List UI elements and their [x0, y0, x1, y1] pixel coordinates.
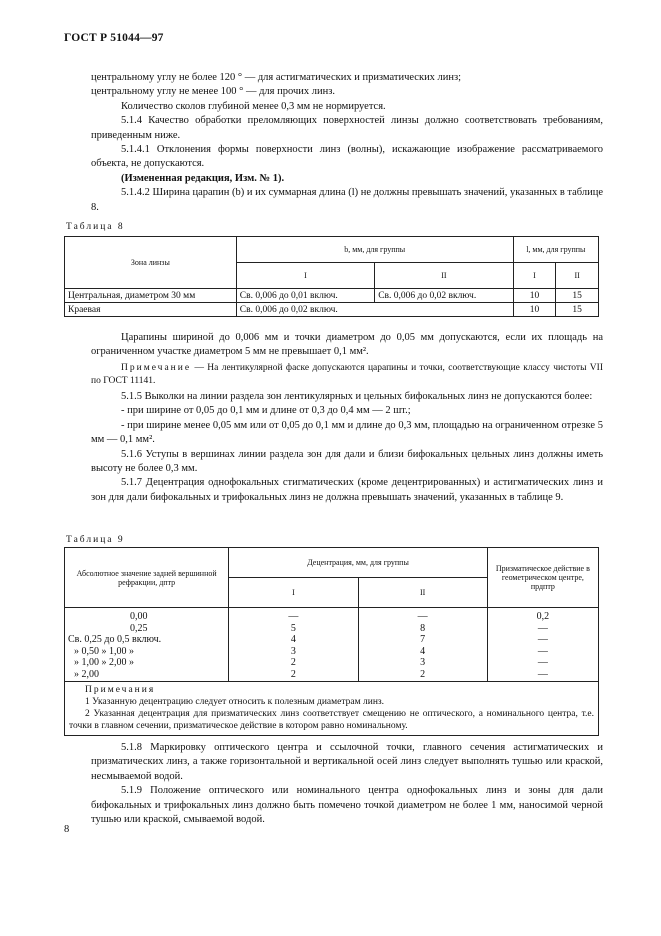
list-item: » 0,50 » 1,00 »: [74, 645, 134, 657]
dec-II-cell: [358, 608, 487, 682]
page-number: 8: [64, 824, 70, 835]
paragraph: 5.1.5 Выколки на линии раздела зон лентикулярных и цельных бифокальных линз не допускаются более:: [121, 391, 593, 402]
scratch-paragraph: [91, 331, 603, 360]
table9-notes: [65, 682, 599, 736]
list-item: » 1,00 » 2,00 »: [74, 657, 134, 668]
paragraph: 5.1.4 Качество обработки преломляющих поверхностей линзы должно соответствовать требованиям, приведенным ниже.: [91, 115, 603, 141]
table-cell: 10: [513, 303, 556, 317]
table9-sub-I: I: [229, 578, 358, 608]
document-header: ГОСТ Р 51044—97: [64, 32, 164, 44]
list-item: —: [537, 668, 548, 680]
list-item: Св. 0,25 до 0,5 включ.: [68, 634, 162, 645]
list-item: 3: [290, 645, 296, 657]
table-cell: Св. 0,006 до 0,01 включ.: [236, 289, 374, 303]
list-item: —: [537, 645, 548, 657]
list-item: —: [537, 657, 548, 668]
table-cell: 15: [556, 303, 599, 317]
paragraph: 5.1.8 Маркировку оптического центра и ссылочной точки, главного сечения астигматических и призматических линз, а также горизонтальной и вертикальной осей линз следует выполнять тушью или краской, несмываемой водой.: [91, 742, 603, 782]
paragraph: - при ширине менее 0,05 мм или от 0,05 до 0,1 мм и длине до 0,3 мм, площадью на ограниченном отрезке 5 мм — 0,1 мм².: [91, 419, 603, 446]
table8-col-zone: Зона линзы: [65, 237, 237, 289]
list-item: 0,2: [536, 611, 550, 622]
table8-sub-bII: II: [375, 263, 513, 289]
note-2: 2 Указанная децентрация для призматических линз соответствует смещению не оптического, а номинального центра, т.е. точки в главном сечении, призматическое действие в котором равно номинальному.: [69, 709, 594, 731]
note-1: 1 Указанную децентрацию следует относить к полезным диаметрам линз.: [85, 697, 385, 707]
table-row: [65, 608, 599, 682]
table-cell: Св. 0,006 до 0,02 включ.: [236, 303, 513, 317]
amendment-note: (Измененная редакция, Изм. № 1).: [121, 172, 285, 184]
paragraph: 5.1.6 Уступы в вершинах линии раздела зон для дали и близи бифокальных цельных линз должны иметь высоту не более 0,3 мм.: [91, 448, 603, 475]
paragraph: 5.1.9 Положение оптического или номинального центра однофокальных линз и зоны для дали бифокальных и трифокальных линз должно быть помечено точкой диаметром не более 1 мм, наносимой черной тушью или краской, смываемой водой.: [91, 785, 603, 826]
table8-sub-bI: I: [236, 263, 374, 289]
table-cell: 10: [513, 289, 556, 303]
list-item: 3: [420, 657, 426, 668]
paragraph: 5.1.7 Децентрация однофокальных стигматических (кроме децентрированных) и астигматических линз и зон для дали бифокальных и трифокальных линз не должна превышать значений, указанных в таблице 9.: [91, 477, 603, 503]
table8-sub-lII: II: [556, 263, 599, 289]
table9-col-abs: Абсолютное значение задней вершинной рефракции, дптр: [65, 548, 229, 608]
list-item: 4: [420, 645, 426, 657]
table-8: [64, 236, 599, 317]
section-515-517: [91, 390, 603, 505]
paragraph: - при ширине от 0,05 до 0,1 мм и длине от 0,3 до 0,4 мм — 2 шт.;: [121, 405, 411, 417]
list-item: 0,25: [130, 622, 148, 634]
note-label: Примечание: [121, 363, 192, 373]
list-item: —: [537, 622, 548, 634]
table9-sub-II: II: [358, 578, 487, 608]
list-item: —: [537, 634, 548, 645]
table9-notes-row: [65, 682, 599, 736]
dec-I-cell: [229, 608, 358, 682]
prism-cell: [487, 608, 598, 682]
list-item: 4: [290, 634, 296, 645]
table-cell: Св. 0,006 до 0,02 включ.: [375, 289, 513, 303]
paragraph: центральному углу не менее 100 ° — для прочих линз.: [91, 86, 335, 98]
note-8: [91, 362, 603, 388]
table9-caption: Таблица 9: [66, 535, 125, 545]
list-item: 0,00: [130, 611, 148, 622]
list-item: 7: [420, 634, 426, 645]
list-item: —: [288, 611, 299, 622]
table-row: [65, 303, 599, 317]
intro-paragraphs: [91, 71, 603, 215]
table8-caption: Таблица 8: [66, 222, 125, 232]
paragraph: Царапины шириной до 0,006 мм и точки диаметром до 0,05 мм допускаются, если их площадь на ограниченном участке диаметром 5 мм не превышает 0,1 мм².: [91, 332, 603, 358]
list-item: 8: [420, 622, 426, 634]
table9-col-dec: Децентрация, мм, для группы: [229, 548, 487, 578]
table-9: [64, 547, 599, 736]
table8-col-l: l, мм, для группы: [513, 237, 598, 263]
table-cell: Краевая: [65, 303, 237, 317]
paragraph: 5.1.4.1 Отклонения формы поверхности линз (волны), искажающие изображение рассматриваемого объекта, не допускаются.: [91, 144, 603, 170]
paragraph: Количество сколов глубиной менее 0,3 мм не нормируется.: [121, 100, 386, 112]
list-item: 5: [290, 622, 296, 634]
table8-col-b: b, мм, для группы: [236, 237, 513, 263]
table-cell: 15: [556, 289, 599, 303]
table8-sub-lI: I: [513, 263, 556, 289]
paragraph: центральному углу не более 120 ° — для астигматических и призматических линз;: [91, 72, 462, 83]
table-cell: Центральная, диаметром 30 мм: [65, 289, 237, 303]
list-item: —: [417, 611, 428, 622]
list-item: » 2,00: [74, 668, 99, 680]
table9-col-prism: Призматическое действие в геометрическом центре, прдптр: [487, 548, 598, 608]
list-item: 2: [420, 668, 426, 680]
section-518-519: [91, 741, 603, 827]
list-item: 2: [290, 657, 296, 668]
abs-values-cell: [65, 608, 229, 682]
note-text: — На лентикулярной фаске допускаются царапины и точки, соответствующие классу чистоты VII по ГОСТ 11141.: [91, 363, 603, 386]
list-item: 2: [290, 668, 296, 680]
table-row: [65, 289, 599, 303]
notes-label: Примечания: [85, 685, 156, 695]
paragraph: 5.1.4.2 Ширина царапин (b) и их суммарная длина (l) не должны превышать значений, указанных в таблице 8.: [91, 187, 603, 213]
